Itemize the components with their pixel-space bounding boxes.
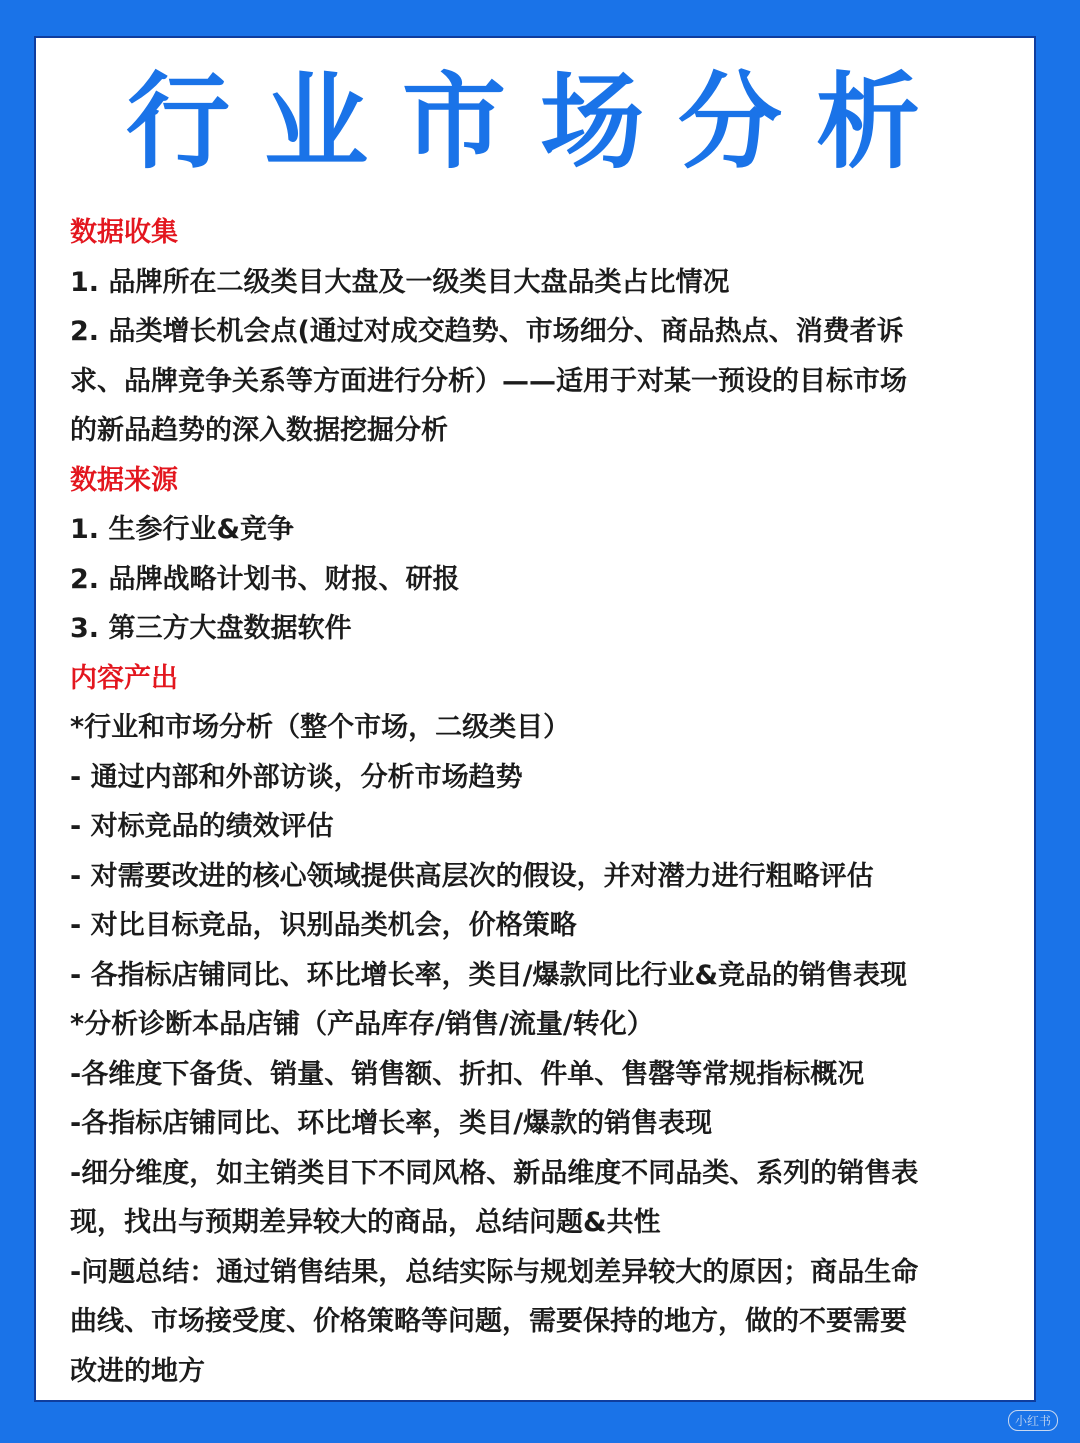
collection-line-3: 求、品牌竞争关系等方面进行分析）——适用于对某一预设的目标市场 — [70, 365, 907, 397]
source-line-2: 2. 品牌战略计划书、财报、研报 — [70, 563, 460, 595]
page-title: 行业市场分析 — [125, 61, 954, 183]
source-line-1: 1. 生参行业&竞争 — [70, 514, 294, 545]
output-line-11: 现，找出与预期差异较大的商品，总结问题&共性 — [70, 1207, 661, 1238]
section-heading-source: 数据来源 — [70, 464, 178, 496]
article-body — [70, 208, 1035, 1396]
output-line-7: *分析诊断本品店铺（产品库存/销售/流量/转化） — [70, 1009, 654, 1040]
output-line-5: - 对比目标竞品，识别品类机会，价格策略 — [70, 910, 577, 941]
output-line-14: 改进的地方 — [70, 1355, 205, 1387]
output-line-2: - 通过内部和外部访谈，分析市场趋势 — [70, 761, 523, 793]
watermark-logo: 小红书 — [1008, 1410, 1058, 1431]
output-line-9: -各指标店铺同比、环比增长率，类目/爆款的销售表现 — [70, 1108, 713, 1139]
source-line-3: 3. 第三方大盘数据软件 — [70, 613, 352, 644]
collection-line-1: 1. 品牌所在二级类目大盘及一级类目大盘品类占比情况 — [70, 266, 730, 298]
collection-line-4: 的新品趋势的深入数据挖掘分析 — [70, 415, 448, 446]
output-line-4: - 对需要改进的核心领域提供高层次的假设，并对潜力进行粗略评估 — [70, 860, 874, 892]
section-heading-output: 内容产出 — [70, 662, 178, 694]
output-line-3: - 对标竞品的绩效评估 — [70, 811, 334, 842]
output-line-13: 曲线、市场接受度、价格策略等问题，需要保持的地方，做的不要需要 — [70, 1306, 907, 1337]
output-line-8: -各维度下备货、销量、销售额、折扣、件单、售罄等常规指标概况 — [70, 1058, 865, 1090]
output-line-10: -细分维度，如主销类目下不同风格、新品维度不同品类、系列的销售表 — [70, 1157, 919, 1189]
output-line-1: *行业和市场分析（整个市场，二级类目） — [70, 712, 571, 743]
section-heading-collection: 数据收集 — [70, 217, 178, 248]
collection-line-2: 2. 品类增长机会点(通过对成交趋势、市场细分、商品热点、消费者诉 — [70, 316, 904, 347]
output-line-12: -问题总结：通过销售结果，总结实际与规划差异较大的原因；商品生命 — [70, 1256, 919, 1288]
output-line-6: - 各指标店铺同比、环比增长率，类目/爆款同比行业&竞品的销售表现 — [70, 959, 908, 991]
